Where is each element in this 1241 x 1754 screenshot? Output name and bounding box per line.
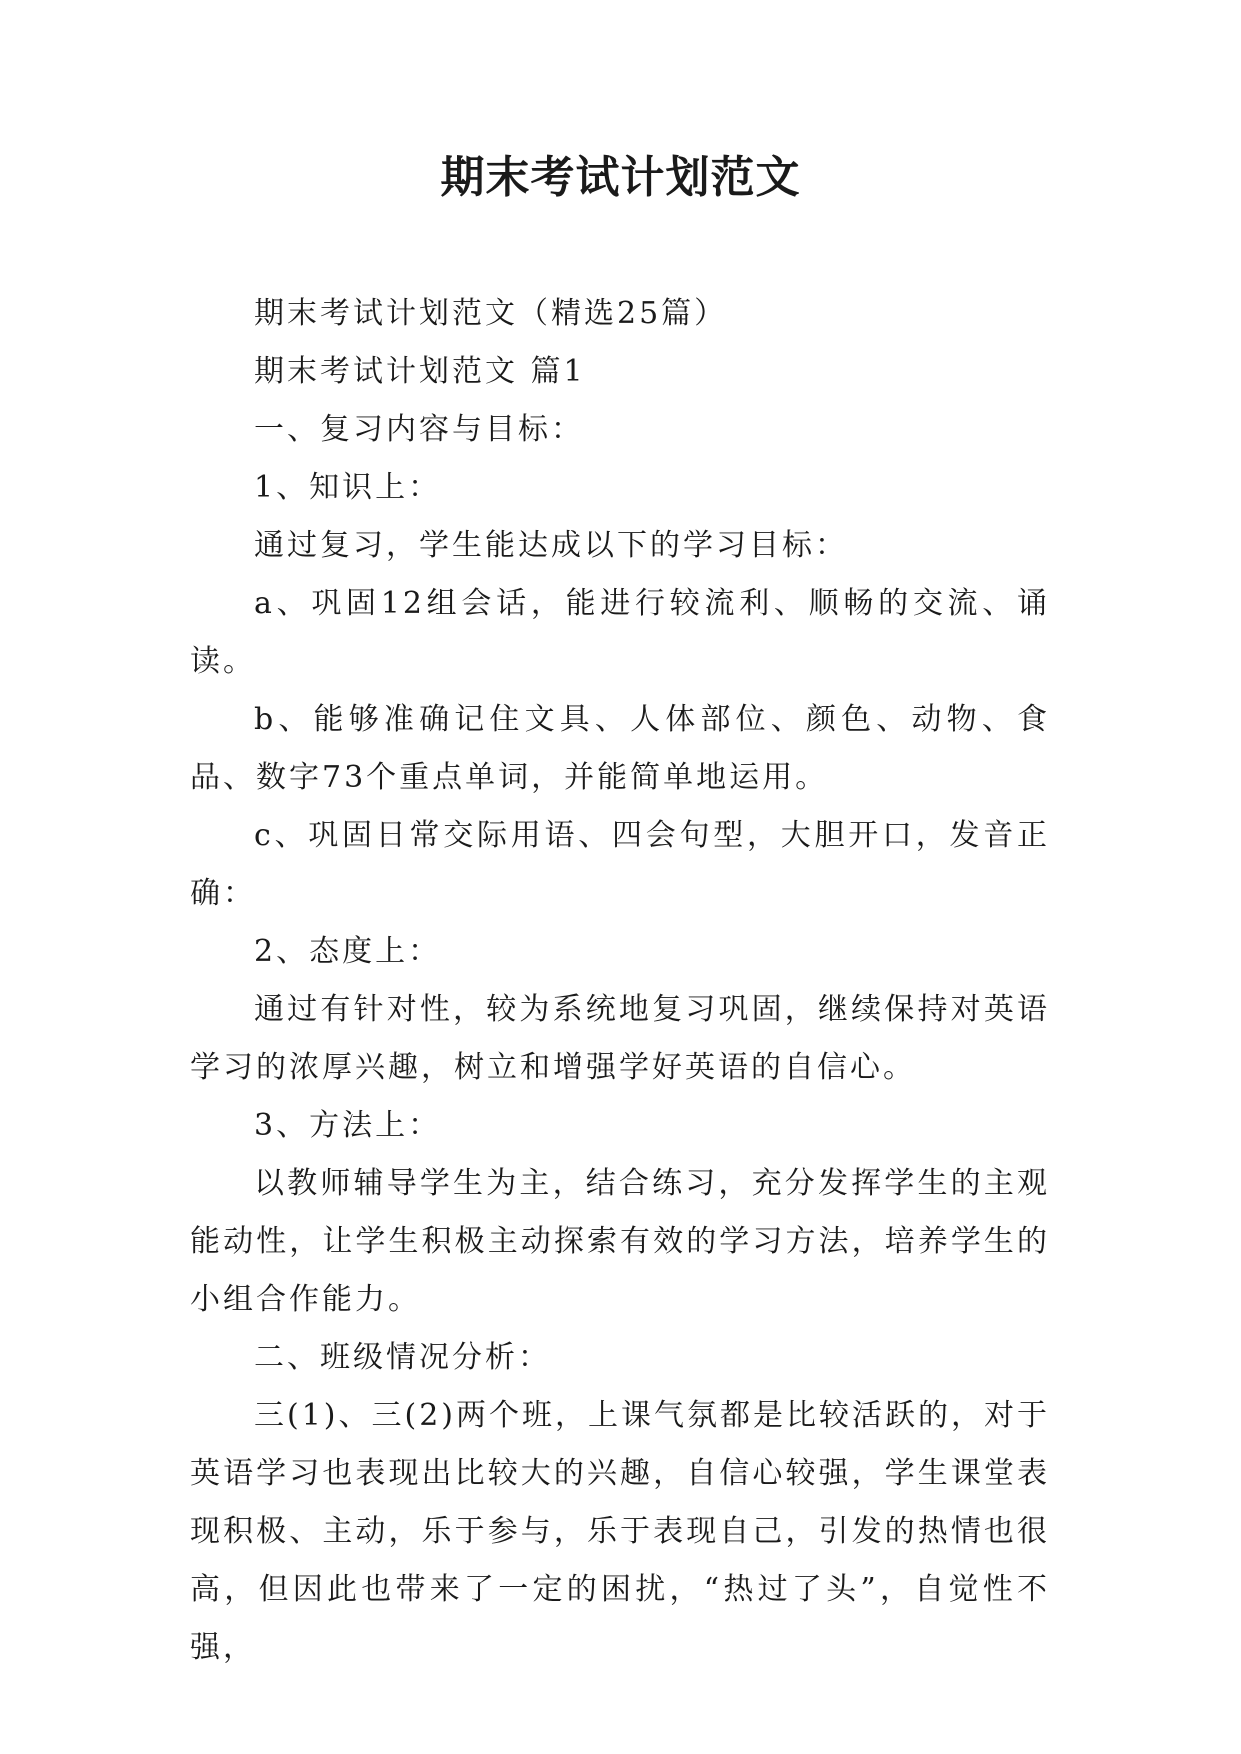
paragraph: 二、班级情况分析： [254, 1340, 551, 1375]
paragraph: 期末考试计划范文（精选25篇） [254, 296, 728, 331]
paragraph: 通过复习，学生能达成以下的学习目标： [254, 528, 848, 563]
paragraph: 一、复习内容与目标： [254, 412, 584, 447]
paragraph: a、巩固12组会话，能进行较流利、顺畅的交流、诵读。 [190, 586, 1050, 679]
document-title: 期末考试计划范文 [440, 152, 801, 203]
paragraph: b、能够准确记住文具、人体部位、颜色、动物、食品、数字73个重点单词，并能简单地运用。 [190, 702, 1050, 795]
paragraph: 3、方法上： [254, 1108, 442, 1143]
paragraph: 三(1)、三(2)两个班，上课气氛都是比较活跃的，对于英语学习也表现出比较大的兴趣，自信心较强，学生课堂表现积极、主动，乐于参与，乐于表现自己，引发的热情也很高，但因此也带来了一定的困扰，“热过了头”，自觉性不强， [190, 1398, 1050, 1665]
paragraph: 以教师辅导学生为主，结合练习，充分发挥学生的主观能动性，让学生积极主动探索有效的学习方法，培养学生的小组合作能力。 [190, 1166, 1050, 1317]
paragraph: 期末考试计划范文 篇1 [254, 354, 586, 389]
paragraph: c、巩固日常交际用语、四会句型，大胆开口，发音正确： [190, 818, 1050, 911]
document-body [190, 285, 1050, 1677]
paragraph: 1、知识上： [254, 470, 442, 505]
paragraph: 2、态度上： [254, 934, 442, 969]
paragraph: 通过有针对性，较为系统地复习巩固，继续保持对英语学习的浓厚兴趣，树立和增强学好英语的自信心。 [190, 992, 1050, 1085]
